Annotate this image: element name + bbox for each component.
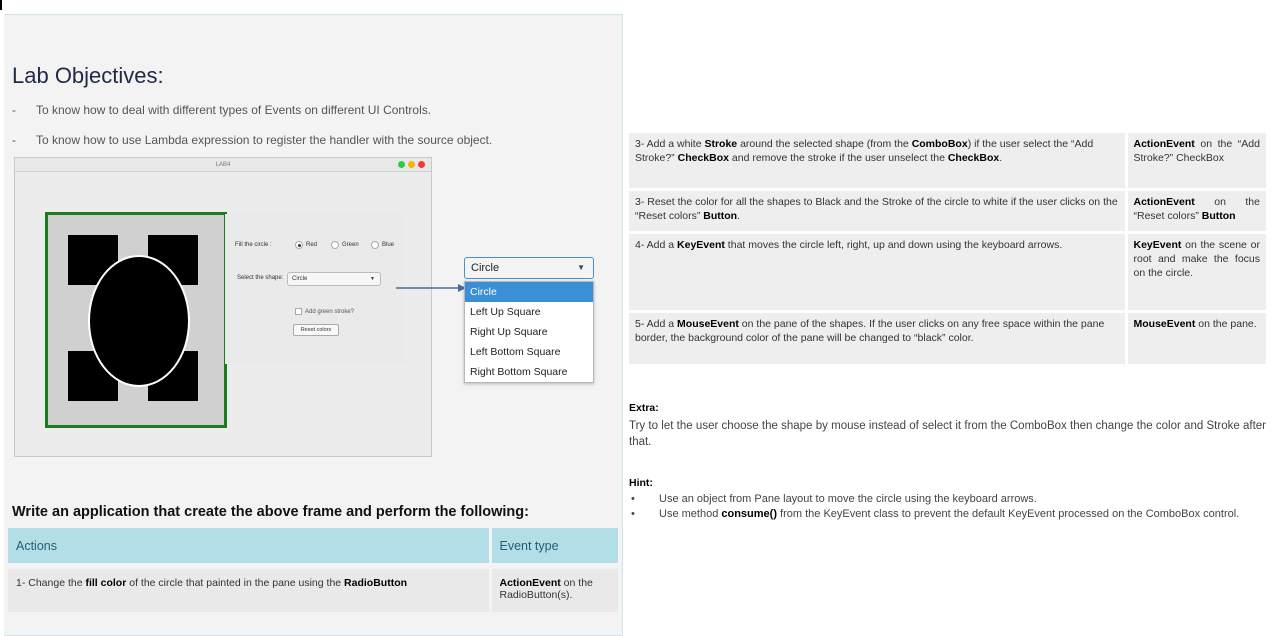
table-row (629, 311, 1266, 365)
extra-heading: Extra: (629, 402, 659, 414)
table-row (629, 133, 1266, 189)
action-cell: 3- Add a white Stroke around the selected shape (from the ComboBox) if the user select the “Add Stroke?” CheckBox and remove the stroke if the user unselect the CheckBox. (629, 133, 1126, 189)
window-title: LAB4 (215, 162, 231, 168)
radio-selected-icon (295, 241, 303, 249)
controls-pane (225, 214, 405, 364)
table-row (629, 232, 1266, 311)
hint-list (629, 492, 1266, 523)
minimize-dot-icon (408, 161, 415, 168)
list-item: • Use an object from Pane layout to move the circle using the keyboard arrows. (629, 492, 1266, 507)
window-titlebar (15, 158, 431, 172)
chevron-down-icon: ▼ (370, 276, 375, 282)
table-row (8, 566, 620, 612)
option-circle: Circle (465, 282, 593, 302)
fill-circle-label: Fill the circle : (235, 242, 272, 248)
action-cell: 1- Change the fill color of the circle that painted in the pane using the RadioButton (8, 566, 490, 612)
radio-red: Red (295, 241, 317, 249)
objective-bullet: - To know how to use Lambda expression to register the handler with the source object. (12, 133, 493, 147)
hint-heading: Hint: (629, 477, 653, 489)
table-header-row (8, 528, 620, 566)
option-right-bottom-square: Right Bottom Square (470, 366, 568, 378)
event-cell: ActionEvent on the “Reset colors” Button (1126, 189, 1266, 232)
combobox-options (464, 281, 594, 383)
arrow-icon (396, 282, 466, 294)
window-buttons (398, 161, 425, 168)
checkbox-icon (295, 308, 302, 315)
action-cell: 4- Add a KeyEvent that moves the circle left, right, up and down using the keyboard arrows. (629, 232, 1126, 311)
action-cell: 3- Reset the color for all the shapes to Black and the Stroke of the circle to white if the user clicks on the “Reset colors” Button. (629, 189, 1126, 232)
task-heading: Write an application that create the above frame and perform the following: (12, 504, 529, 520)
close-dot-icon (418, 161, 425, 168)
event-cell: ActionEvent on the “Add Stroke?” CheckBox (1126, 133, 1266, 189)
event-type-header: Event type (490, 528, 620, 566)
table-row (629, 189, 1266, 232)
extra-text: Try to let the user choose the shape by mouse instead of select it from the ComboBox then change the color and Stroke after that. (629, 420, 1266, 449)
option-right-up-square: Right Up Square (470, 326, 548, 338)
option-left-up-square: Left Up Square (470, 306, 541, 318)
chevron-down-icon: ▼ (577, 263, 585, 272)
radio-icon (371, 241, 379, 249)
radio-blue: Blue (371, 241, 394, 249)
lab-objectives-title: Lab Objectives: (12, 63, 164, 88)
actions-header: Actions (8, 528, 490, 566)
actions-table-continued (629, 133, 1266, 367)
combobox-header: Circle ▼ (464, 257, 594, 279)
maximize-dot-icon (398, 161, 405, 168)
list-item: • Use method consume() from the KeyEvent class to prevent the default KeyEvent processed on the ComboBox control. (629, 507, 1266, 522)
shape-combobox-expanded (464, 257, 594, 383)
shape-combobox-image: Circle ▼ (287, 272, 381, 286)
actions-table (8, 528, 621, 612)
event-cell: MouseEvent on the pane. (1126, 311, 1266, 365)
objective-bullet: - To know how to deal with different types of Events on different UI Controls. (12, 103, 432, 117)
radio-icon (331, 241, 339, 249)
action-cell: 5- Add a MouseEvent on the pane of the shapes. If the user clicks on any free space within the pane border, the background color of the pane will be changed to “black” color. (629, 311, 1126, 365)
text-cursor (0, 0, 2, 10)
event-cell: ActionEvent on the RadioButton(s). (490, 566, 620, 612)
circle-shape (88, 255, 190, 387)
select-shape-label: Select the shape: (237, 275, 284, 281)
green-stroke-checkbox-image: Add green stroke? (295, 308, 354, 315)
event-cell: KeyEvent on the scene or root and make the focus on the circle. (1126, 232, 1266, 311)
shapes-pane (45, 212, 227, 428)
option-left-bottom-square: Left Bottom Square (470, 346, 561, 358)
lab4-window-image (14, 157, 432, 457)
reset-colors-button-image: Reset colors (293, 324, 339, 336)
radio-green: Green (331, 241, 359, 249)
slide-panel (4, 14, 623, 636)
